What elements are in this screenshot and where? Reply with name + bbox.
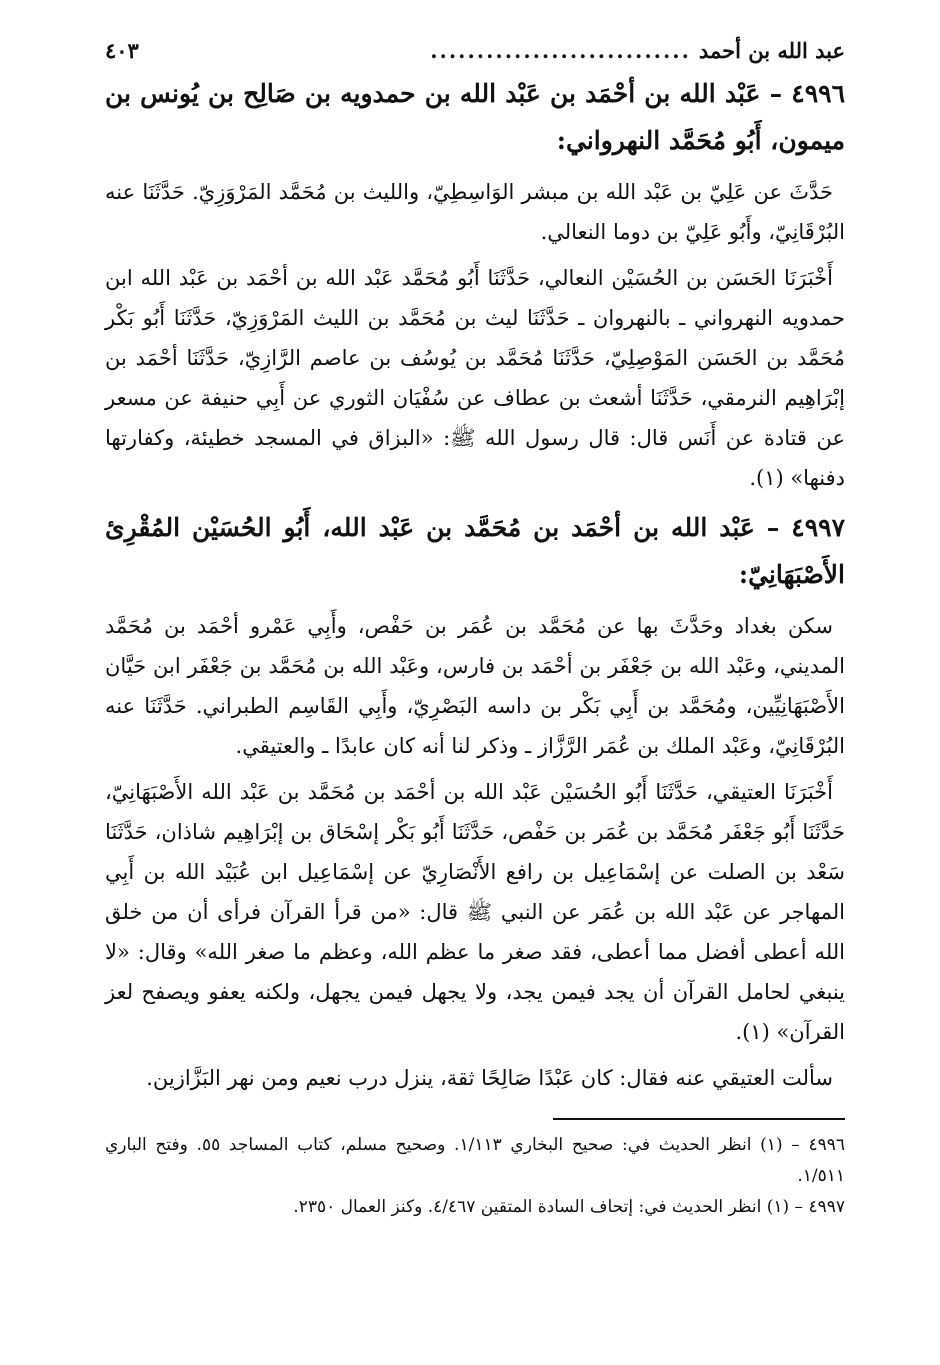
entry-4996-paragraph: أَخْبَرَنَا الحَسَن بن الحُسَيْن النعالي، حَدَّثَنَا أَبُو مُحَمَّد عَبْد الله بن أحْمَد بن عَبْد الله ابن حمدويه النهرواني ـ بالنهروان ـ حَدَّثَنَا ليث بن مُحَمَّد بن الليث المَرْوَزِيّ، حَدَّثَنَا أَبُو بَكْر مُحَمَّد بن الحَسَن المَوْصِلِيّ، حَدَّثَنَا مُحَمَّد بن يُوسُف بن عاصم الرَّازِيّ، حَدَّثَنَا أحْمَد بن إبْرَاهِيم النرمقي، حَدَّثَنَا أشعث بن عطاف عن سُفْيَان الثوري عن أَبِي حنيفة عن مسعر عن قتادة عن أَنَس قال: قال رسول الله ﷺ: «البزاق في المسجد خطيئة، وكفارتها دفنها» (١). bbox=[105, 266, 845, 490]
leader-dots: ............................ bbox=[430, 38, 691, 63]
footnote-separator bbox=[553, 1118, 845, 1120]
running-title: عبد الله بن أحمد bbox=[698, 38, 845, 63]
entry-4997-paragraph: سألت العتيقي عنه فقال: كان عَبْدًا صَالِحًا ثقة، ينزل درب نعيم ومن نهر البَزَّازين. bbox=[146, 1066, 833, 1090]
footnote-4997: ٤٩٩٧ – (١) انظر الحديث في: إتحاف السادة المتقين ٤/٤٦٧. وكنز العمال ٢٣٥٠. bbox=[293, 1197, 845, 1217]
footnote-4996: ٤٩٩٦ – (١) انظر الحديث في: صحيح البخاري ١/١١٣. وصحيح مسلم، كتاب المساجد ٥٥. وفتح الباري ١/٥١١. bbox=[105, 1135, 845, 1186]
page-number: ٤٠٣ bbox=[105, 38, 139, 63]
entry-4997-paragraph: سكن بغداد وحَدَّثَ بها عن مُحَمَّد بن عُمَر بن حَفْص، وأَبِي عَمْرو أحْمَد بن مُحَمَّد المديني، وعَبْد الله بن جَعْفَر بن أحْمَد بن فارس، وعَبْد الله بن مُحَمَّد بن جَعْفَر ابن حَيَّان الأَصْبَهَانِيِّين، ومُحَمَّد بن أَبِي بَكْر بن داسه البَصْرِيّ، وأَبِي القَاسِم الطبراني. حَدَّثَنَا عنه البُرْقَانِيّ، وعَبْد الملك بن عُمَر الرَّزَّاز ـ وذكر لنا أنه كان عابدًا ـ والعتيقي. bbox=[105, 614, 845, 758]
document-page bbox=[105, 36, 845, 1223]
running-header bbox=[105, 36, 845, 68]
entry-title-4997: ٤٩٩٧ – عَبْد الله بن أحْمَد بن مُحَمَّد بن عَبْد الله، أَبُو الحُسَيْن المُقْرِئ الأَصْبَهَانِيّ: bbox=[105, 513, 845, 589]
entry-title-4996: ٤٩٩٦ – عَبْد الله بن أحْمَد بن عَبْد الله بن حمدويه بن صَالِح بن يُونس بن ميمون، أَبُو مُحَمَّد النهرواني: bbox=[105, 79, 845, 155]
entry-4997-paragraph: أَخْبَرَنَا العتيقي، حَدَّثَنَا أَبُو الحُسَيْن عَبْد الله بن أحْمَد بن مُحَمَّد بن عَبْد الله الأَصْبَهَانِيّ، حَدَّثَنَا أَبُو جَعْفَر مُحَمَّد بن عُمَر بن حَفْص، حَدَّثَنَا أَبُو بَكْر إسْحَاق بن إبْرَاهِيم شاذان، حَدَّثَنَا سَعْد بن الصلت عن إسْمَاعِيل بن رافع الأَنْصَارِيّ عن إسْمَاعِيل ابن عُبَيْد الله بن أَبِي المهاجر عن عَبْد الله بن عُمَر عن النبي ﷺ قال: «من قرأ القرآن فرأى أن من خلق الله أعطى أفضل مما أعطى، فقد صغر ما عظم الله، وعظم ما صغر الله» وقال: «لا ينبغي لحامل القرآن أن يجد فيمن يجد، ولا يجهل فيمن يجهل، ولكنه يعفو ويصفح لعز القرآن» (١). bbox=[105, 780, 845, 1044]
entry-4996-paragraph: حَدَّثَ عن عَلِيّ بن عَبْد الله بن مبشر الوَاسِطِيّ، والليث بن مُحَمَّد المَرْوَزِيّ. حَدَّثَنَا عنه البُرْقَانِيّ، وأَبُو عَلِيّ بن دوما النعالي. bbox=[105, 180, 845, 244]
